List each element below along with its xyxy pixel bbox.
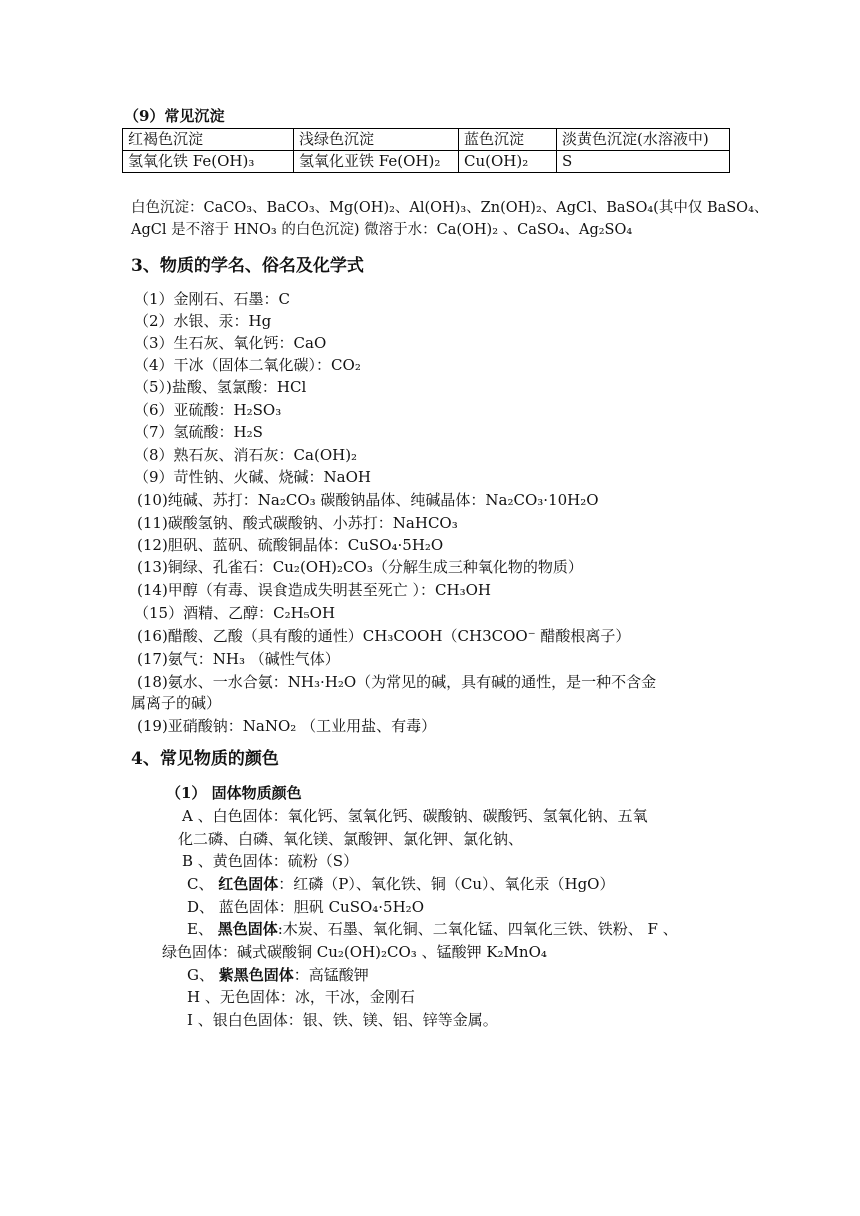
precipitate-heading: （9）常见沉淀 [124,107,225,125]
list-item: （4）干冰（固体二氧化碳）：CO₂ [134,356,361,374]
list-item: （2）水银、汞：Hg [134,312,272,330]
color-line [187,919,678,939]
color-line: 绿色固体：碱式碳酸铜 Cu₂(OH)₂CO₃ 、锰酸钾 K₂MnO₄ [162,943,547,961]
list-item: (18)氨水、一水合氨：NH₃·H₂O（为常见的碱，具有碱的通性，是一种不含金 [137,673,657,691]
section-title: 4、常见物质的颜色 [131,749,279,769]
list-item: （5）)盐酸、氢氯酸：HCl [134,378,307,396]
table-header-cell: 淡黄色沉淀(水溶液中) [557,129,730,151]
section-title: 3、物质的学名、俗名及化学式 [131,256,364,276]
line-text: ：红磷（P）、氧化铁、铜（Cu）、氧化汞（HgO） [278,875,615,893]
list-item: （6）亚硫酸：H₂SO₃ [134,401,282,419]
list-item: (17)氨气：NH₃ （碱性气体） [137,650,340,668]
color-line: 化二磷、白磷、氧化镁、氯酸钾、氯化钾、氯化钠、 [178,830,524,848]
color-line: A 、白色固体：氧化钙、氢氧化钙、碳酸钠、碳酸钙、氢氧化钠、五氧 [182,807,648,825]
list-item: (12)胆矾、蓝矾、硫酸铜晶体：CuSO₄·5H₂O [137,536,444,554]
emphasis-text: 紫黑色固体 [218,966,294,984]
line-prefix: G、 [187,966,219,984]
table-header-cell: 红褐色沉淀 [123,129,294,151]
table-cell: S [557,151,730,173]
color-line [187,965,369,985]
list-item: (19)亚硝酸钠：NaNO₂ （工业用盐、有毒） [137,717,437,735]
table-cell: 氢氧化铁 Fe(OH)₃ [123,151,294,173]
white-precipitate-line: AgCl 是不溶于 HNO₃ 的白色沉淀) 微溶于水：Ca(OH)₂ 、CaSO₄、Ag₂SO₄ [131,222,633,238]
line-text: :木炭、石墨、氧化铜、二氧化锰、四氧化三铁、铁粉、 F 、 [277,920,678,938]
line-prefix: C、 [187,875,219,893]
white-precipitate-line: 白色沉淀：CaCO₃、BaCO₃、Mg(OH)₂、Al(OH)₃、Zn(OH)₂、AgCl、BaSO₄(其中仅 BaSO₄、 [131,200,769,216]
color-line [187,874,614,894]
list-item: （1）金刚石、石墨：C [134,290,291,308]
table-header-cell: 蓝色沉淀 [459,129,557,151]
list-item: （9）苛性钠、火碱、烧碱：NaOH [134,468,371,486]
sub-title: （1） 固体物质颜色 [166,784,302,802]
line-text: ：高锰酸钾 [293,966,369,984]
list-item: (16)醋酸、乙酸（具有酸的通性）CH₃COOH（CH3COO⁻ 醋酸根离子） [137,627,631,645]
precipitate-table [122,128,730,173]
list-item: 属离子的碱） [131,694,222,712]
table-row [123,151,730,173]
table-cell: 氢氧化亚铁 Fe(OH)₂ [294,151,459,173]
list-item: (10)纯碱、苏打：Na₂CO₃ 碳酸钠晶体、纯碱晶体：Na₂CO₃·10H₂O [137,491,599,509]
color-line: D、 蓝色固体：胆矾 CuSO₄·5H₂O [187,898,424,916]
list-item: (11)碳酸氢钠、酸式碳酸钠、小苏打：NaHCO₃ [137,514,458,532]
color-line: H 、无色固体：冰，干冰，金刚石 [187,988,415,1006]
emphasis-text: 黑色固体 [217,920,278,938]
table-cell: Cu(OH)₂ [459,151,557,173]
list-item: （15）酒精、乙醇：C₂H₅OH [134,604,336,622]
list-item: (14)甲醇（有毒、误食造成失明甚至死亡 ）：CH₃OH [137,581,492,599]
color-line: B 、黄色固体：硫粉（S） [182,852,359,870]
table-header-cell: 浅绿色沉淀 [294,129,459,151]
list-item: (13)铜绿、孔雀石：Cu₂(OH)₂CO₃（分解生成三种氧化物的物质） [137,558,583,576]
emphasis-text: 红色固体 [218,875,279,893]
line-prefix: E、 [187,920,218,938]
list-item: （3）生石灰、氧化钙：CaO [134,334,327,352]
list-item: （8）熟石灰、消石灰：Ca(OH)₂ [134,446,358,464]
list-item: （7）氢硫酸：H₂S [134,423,263,441]
table-header-row [123,129,730,151]
color-line: I 、银白色固体：银、铁、镁、铝、锌等金属。 [187,1011,498,1029]
